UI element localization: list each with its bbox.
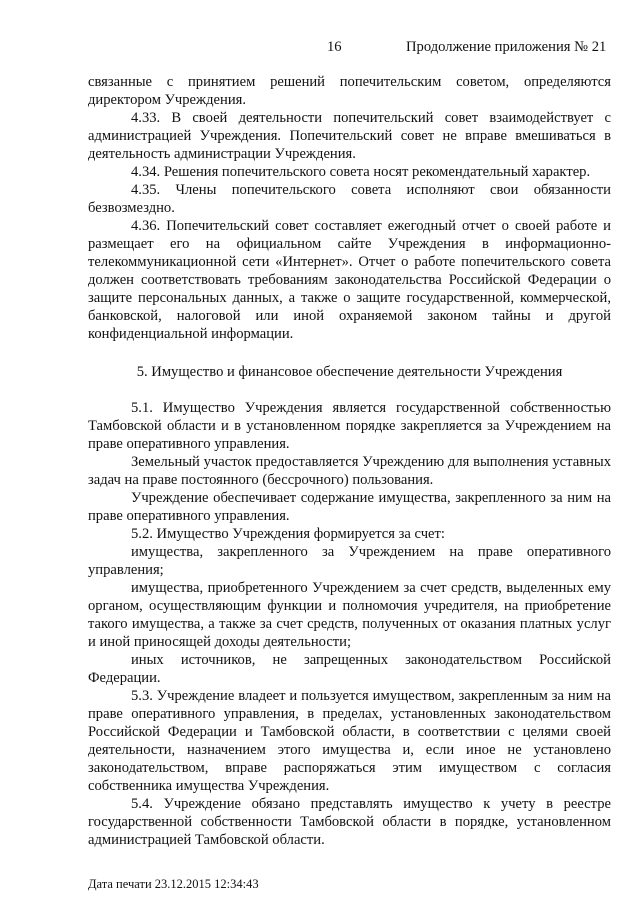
- section-heading: 5. Имущество и финансовое обеспечение деятельности Учреждения: [136, 364, 563, 380]
- paragraph: 4.33. В своей деятельности попечительский совет взаимодействует с администрацией Учреждения. Попечительский совет не вправе вмешиваться в деятельность администрации Учреждения.: [88, 110, 611, 162]
- page-number: 16: [327, 39, 342, 55]
- document-body: [88, 73, 611, 849]
- paragraph: 5.2. Имущество Учреждения формируется за счет:: [131, 526, 445, 542]
- paragraph: имущества, закрепленного за Учреждением на праве оперативного управления;: [88, 544, 611, 578]
- paragraph: Учреждение обеспечивает содержание имущества, закрепленного за ним на праве оперативного управления.: [88, 490, 611, 524]
- paragraph: 4.36. Попечительский совет составляет ежегодный отчет о своей работе и размещает его на официальном сайте Учреждения в информационно-телекоммуникационной сети «Интернет». Отчет о работе попечительского совета должен соответствовать требованиям законодательства Российской Федерации о защите персональных данных, а также о защите государственной, коммерческой, банковской, налоговой или иной охраняемой законом тайны и другой конфиденциальной информации.: [88, 218, 611, 342]
- paragraph: 4.34. Решения попечительского совета носят рекомендательный характер.: [131, 164, 591, 180]
- paragraph: иных источников, не запрещенных законодательством Российской Федерации.: [88, 652, 611, 686]
- paragraph: 4.35. Члены попечительского совета исполняют свои обязанности безвозмездно.: [88, 182, 611, 216]
- paragraph: Земельный участок предоставляется Учреждению для выполнения уставных задач на праве постоянного (бессрочного) пользования.: [88, 454, 611, 488]
- paragraph: связанные с принятием решений попечительским советом, определяются директором Учреждения.: [88, 74, 611, 108]
- print-date: Дата печати 23.12.2015 12:34:43: [88, 877, 259, 891]
- paragraph: 5.3. Учреждение владеет и пользуется имуществом, закрепленным за ним на праве оперативного управления, в пределах, установленных законодательством Российской Федерации и Тамбовской области, в соответствии с целями своей деятельности, назначением этого имущества и, если иное не установлено законодательством, вправе распоряжаться этим имуществом с согласия собственника имущества Учреждения.: [88, 688, 611, 794]
- running-header: Продолжение приложения № 21: [406, 39, 607, 55]
- paragraph: 5.1. Имущество Учреждения является государственной собственностью Тамбовской области и в установленном порядке закрепляется за Учреждением на праве оперативного управления.: [88, 400, 611, 452]
- paragraph: имущества, приобретенного Учреждением за счет средств, выделенных ему органом, осуществляющим функции и полномочия учредителя, на приобретение такого имущества, а также за счет средств, полученных от оказания платных услуг и иной приносящей доходы деятельности;: [88, 580, 611, 650]
- paragraph: 5.4. Учреждение обязано представлять имущество к учету в реестре государственной собственности Тамбовской области в порядке, установленном администрацией Тамбовской области.: [88, 796, 611, 848]
